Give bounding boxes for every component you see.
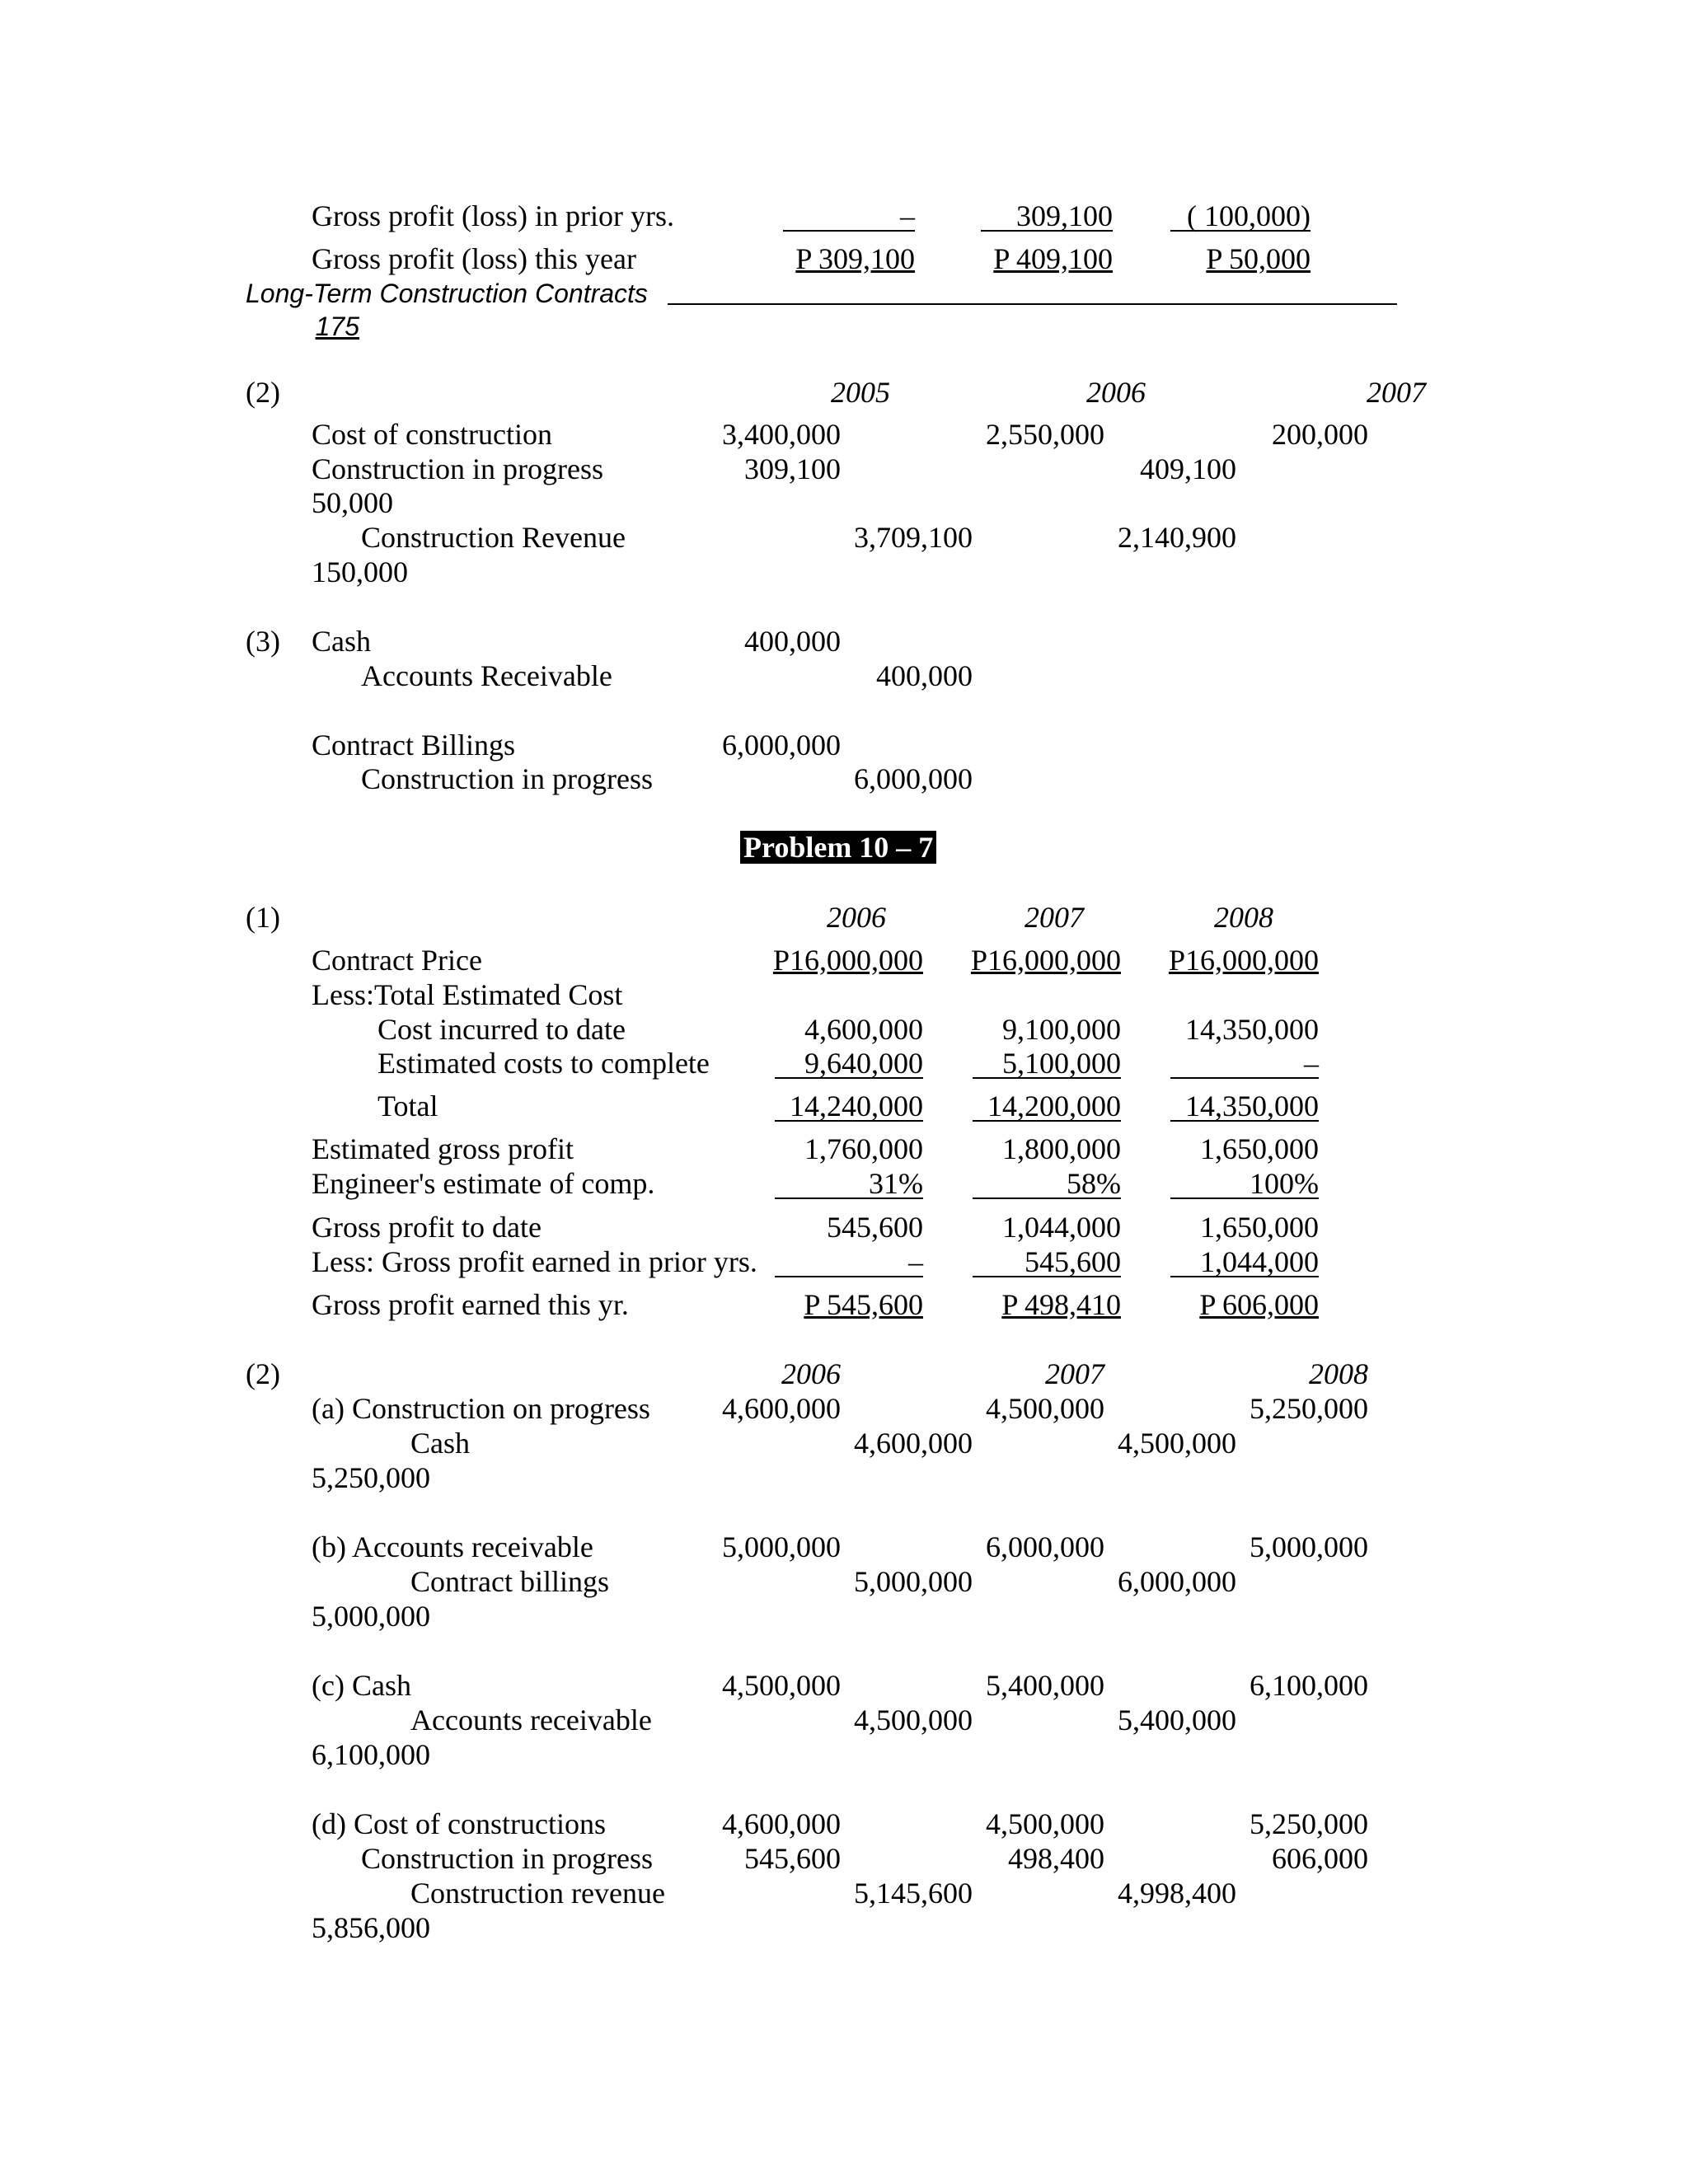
year-header: 2006: [827, 901, 886, 934]
value-cell: –: [900, 199, 915, 232]
year-header: 2007: [1045, 1357, 1104, 1390]
wrapped-amount: 5,000,000: [312, 1600, 430, 1633]
debit-amount: 5,250,000: [1250, 1392, 1368, 1425]
entry-label: (c) Cash: [312, 1669, 411, 1702]
credit-amount: 6,000,000: [854, 762, 973, 795]
credit-amount: 6,000,000: [1118, 1565, 1236, 1598]
value-cell: 1,044,000: [1200, 1245, 1319, 1278]
debit-amount: 4,600,000: [722, 1807, 841, 1840]
entry-label: Construction in progress: [312, 452, 603, 485]
value-cell: 545,600: [827, 1211, 923, 1244]
underlined-value: P 498,410: [1001, 1288, 1121, 1321]
entry-label: Construction revenue: [410, 1877, 665, 1910]
row-label: Contract Price: [312, 944, 482, 977]
debit-amount: 5,250,000: [1250, 1807, 1368, 1840]
page-number: 175: [315, 312, 359, 341]
credit-amount: 4,500,000: [1118, 1427, 1236, 1460]
underlined-value: P16,000,000: [970, 944, 1121, 977]
year-header: 2005: [831, 376, 890, 409]
debit-amount: 5,000,000: [1250, 1530, 1368, 1563]
entry-label: Contract Billings: [312, 729, 515, 762]
credit-amount: 5,145,600: [854, 1877, 973, 1910]
year-header: 2007: [1025, 901, 1084, 934]
year-header: 2008: [1214, 901, 1273, 934]
debit-amount: 4,500,000: [722, 1669, 841, 1702]
wrapped-amount: 6,100,000: [312, 1738, 430, 1771]
value-cell: 9,640,000: [804, 1047, 923, 1080]
header-title: Long-Term Construction Contracts: [246, 279, 648, 308]
problem-title: Problem 10 – 7: [740, 831, 936, 864]
entry-label: Cost of construction: [312, 418, 552, 451]
value-cell: ( 100,000): [1187, 199, 1311, 232]
entry-label: Cash: [410, 1427, 470, 1460]
value-cell: [1170, 242, 1311, 275]
wrapped-amount: 5,250,000: [312, 1461, 430, 1494]
row-label: Cost incurred to date: [377, 1013, 626, 1046]
year-header: 2007: [1367, 376, 1426, 409]
value-cell: 14,350,000: [1185, 1013, 1319, 1046]
debit-amount: 200,000: [1272, 418, 1368, 451]
debit-amount: 6,000,000: [722, 729, 841, 762]
year-header: 2006: [781, 1357, 841, 1390]
underlined-value: P 409,100: [993, 242, 1113, 275]
credit-amount: 400,000: [876, 659, 973, 692]
debit-amount: 545,600: [744, 1842, 841, 1875]
debit-amount: 606,000: [1272, 1842, 1368, 1875]
underlined-value: P 606,000: [1199, 1288, 1319, 1321]
value-cell: 14,200,000: [987, 1090, 1121, 1122]
entry-label: Cash: [312, 625, 371, 658]
value-cell: 14,240,000: [790, 1090, 923, 1122]
row-label: Gross profit to date: [312, 1211, 542, 1244]
value-cell: [742, 1288, 923, 1321]
value-cell: 5,100,000: [1002, 1047, 1121, 1080]
value-cell: 9,100,000: [1002, 1013, 1121, 1046]
credit-amount: 3,709,100: [854, 521, 973, 554]
section-number: (2): [246, 1357, 280, 1390]
value-cell: 58%: [1067, 1167, 1121, 1200]
debit-amount: 309,100: [744, 452, 841, 485]
row-label: Estimated costs to complete: [377, 1047, 710, 1080]
debit-amount: 400,000: [744, 625, 841, 658]
underlined-value: P 50,000: [1206, 242, 1311, 275]
section-number: (1): [246, 901, 280, 934]
value-cell: [981, 242, 1113, 275]
row-label: Estimated gross profit: [312, 1132, 574, 1165]
value-cell: [1137, 944, 1319, 977]
value-cell: 1,650,000: [1200, 1132, 1319, 1165]
entry-label: Construction in progress: [361, 1842, 653, 1875]
debit-amount: 5,000,000: [722, 1530, 841, 1563]
debit-amount: 5,400,000: [986, 1669, 1104, 1702]
value-cell: 1,650,000: [1200, 1211, 1319, 1244]
wrapped-amount: 150,000: [312, 555, 408, 588]
year-header: 2008: [1309, 1357, 1368, 1390]
value-cell: 1,760,000: [804, 1132, 923, 1165]
entry-label: (b) Accounts receivable: [312, 1530, 593, 1563]
row-label: Gross profit earned this yr.: [312, 1288, 629, 1321]
debit-amount: 4,600,000: [722, 1392, 841, 1425]
credit-amount: 4,500,000: [854, 1704, 973, 1736]
debit-amount: 2,550,000: [986, 418, 1104, 451]
wrapped-amount: 50,000: [312, 486, 393, 519]
row-label: Total: [377, 1090, 438, 1122]
credit-amount: 5,000,000: [854, 1565, 973, 1598]
entry-label: Construction in progress: [361, 762, 653, 795]
value-cell: 4,600,000: [804, 1013, 923, 1046]
value-cell: 309,100: [1016, 199, 1113, 232]
debit-amount: 498,400: [1008, 1842, 1104, 1875]
underlined-value: P16,000,000: [772, 944, 923, 977]
debit-amount: 4,500,000: [986, 1392, 1104, 1425]
wrapped-amount: 5,856,000: [312, 1911, 430, 1944]
debit-amount: 3,400,000: [722, 418, 841, 451]
row-label: Less: Gross profit earned in prior yrs.: [312, 1245, 757, 1278]
debit-amount: 4,500,000: [986, 1807, 1104, 1840]
value-cell: 1,044,000: [1002, 1211, 1121, 1244]
debit-amount: 6,100,000: [1250, 1669, 1368, 1702]
underlined-value: P16,000,000: [1168, 944, 1319, 977]
value-cell: –: [1304, 1047, 1319, 1080]
row-label: Less:Total Estimated Cost: [312, 978, 623, 1011]
credit-amount: 4,600,000: [854, 1427, 973, 1460]
value-cell: 31%: [869, 1167, 923, 1200]
value-cell: 1,800,000: [1002, 1132, 1121, 1165]
entry-label: Contract billings: [410, 1565, 609, 1598]
entry-label: (a) Construction on progress: [312, 1392, 650, 1425]
underlined-value: P 545,600: [804, 1288, 923, 1321]
value-cell: [940, 944, 1121, 977]
year-header: 2006: [1086, 376, 1146, 409]
section-number: (3): [246, 625, 280, 658]
value-cell: 14,350,000: [1185, 1090, 1319, 1122]
value-cell: 545,600: [1025, 1245, 1121, 1278]
debit-amount: 409,100: [1140, 452, 1236, 485]
value-cell: [783, 242, 915, 275]
value-cell: [742, 944, 923, 977]
credit-amount: 5,400,000: [1118, 1704, 1236, 1736]
row-label: Engineer's estimate of comp.: [312, 1167, 655, 1200]
value-cell: [940, 1288, 1121, 1321]
section-number: (2): [246, 376, 280, 409]
debit-amount: 6,000,000: [986, 1530, 1104, 1563]
entry-label: Accounts Receivable: [361, 659, 612, 692]
value-cell: 100%: [1250, 1167, 1319, 1200]
problem-heading: [740, 831, 936, 864]
credit-amount: 4,998,400: [1118, 1877, 1236, 1910]
value-cell: –: [908, 1245, 923, 1278]
entry-label: Accounts receivable: [410, 1704, 652, 1736]
row-label: Gross profit (loss) in prior yrs.: [312, 199, 674, 232]
credit-amount: 2,140,900: [1118, 521, 1236, 554]
entry-label: (d) Cost of constructions: [312, 1807, 606, 1840]
row-label: Gross profit (loss) this year: [312, 242, 636, 275]
entry-label: Construction Revenue: [361, 521, 626, 554]
value-cell: [1137, 1288, 1319, 1321]
underlined-value: P 309,100: [795, 242, 915, 275]
